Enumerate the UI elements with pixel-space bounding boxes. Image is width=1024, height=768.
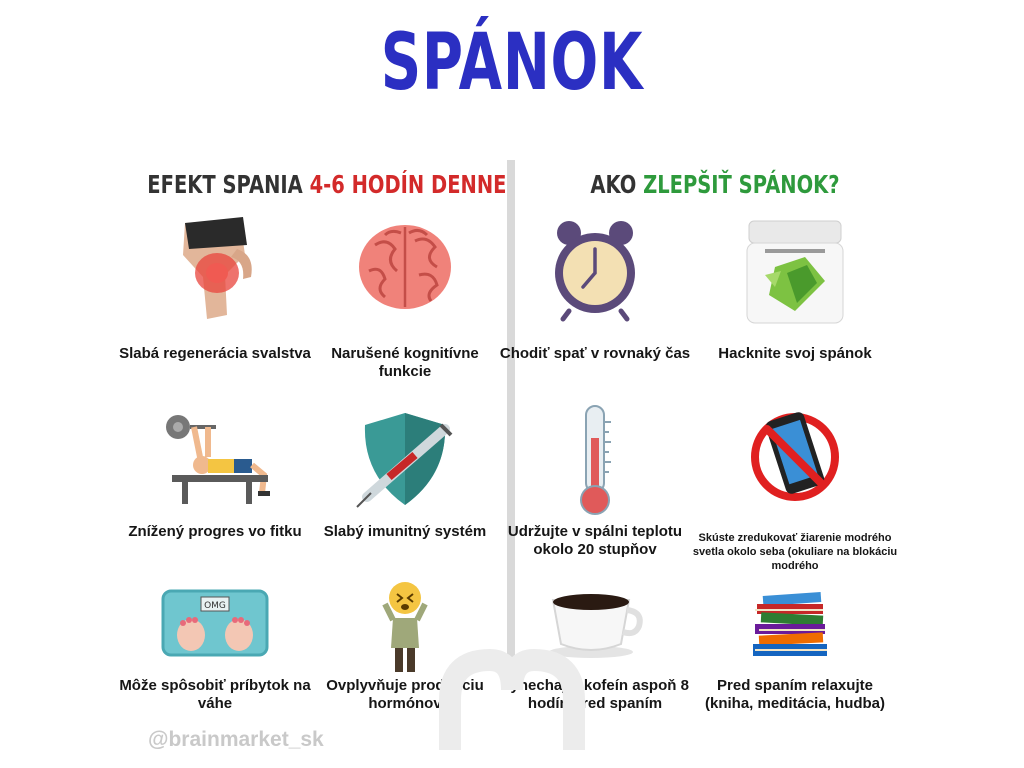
books-icon: [695, 590, 895, 665]
thermometer-icon: [495, 402, 695, 512]
brain-icon: [305, 215, 505, 325]
page-title: SPÁNOK: [380, 18, 644, 108]
left-heading-highlight: 4-6 HODÍN DENNE: [309, 170, 507, 199]
tip-label: Chodiť spať v rovnaký čas: [499, 345, 691, 362]
scale-display: OMG: [204, 601, 226, 611]
right-heading-highlight: ZLEPŠIŤ SPÁNOK?: [643, 170, 840, 199]
left-section-heading: [147, 170, 507, 199]
tip-label: Vynechajte kofeín aspoň 8 hodín pred spaním: [501, 677, 689, 712]
tip-label: Pred spaním relaxujte (kniha, meditácia, hudba): [704, 677, 886, 712]
tip-label: Skúste zredukovať žiarenie modrého svetla okolo seba (okuliare na blokáciu modrého: [692, 532, 898, 572]
brand-logo-watermark: [430, 640, 595, 750]
effect-label: Slabý imunitný systém: [323, 523, 487, 540]
right-section-heading: [551, 170, 879, 199]
brand-handle-watermark: @brainmarket_sk: [148, 728, 324, 751]
no-phone-icon: [695, 405, 895, 515]
supplement-jar-icon: [695, 215, 895, 325]
effect-label: Narušené kognitívne funkcie: [331, 345, 479, 380]
alarm-clock-icon: [495, 215, 695, 325]
effect-label: Môže spôsobiť príbytok na váhe: [119, 677, 311, 712]
effect-label: Ovplyvňuje produkciu hormónov: [326, 677, 484, 712]
bench-press-icon: [115, 405, 315, 515]
tip-label: Hacknite svoj spánok: [718, 345, 872, 362]
tip-label: Udržujte v spálni teplotu okolo 20 stupňov: [507, 523, 683, 558]
sore-knee-icon: [115, 215, 315, 325]
effect-label: Znížený progres vo fitku: [128, 523, 302, 540]
bathroom-scale-icon: [115, 585, 315, 665]
left-heading-prefix: EFEKT SPANIA: [147, 170, 310, 199]
right-heading-prefix: AKO: [590, 170, 644, 199]
effect-label: Slabá regenerácia svalstva: [119, 345, 311, 362]
shield-syringe-icon: [305, 405, 505, 515]
